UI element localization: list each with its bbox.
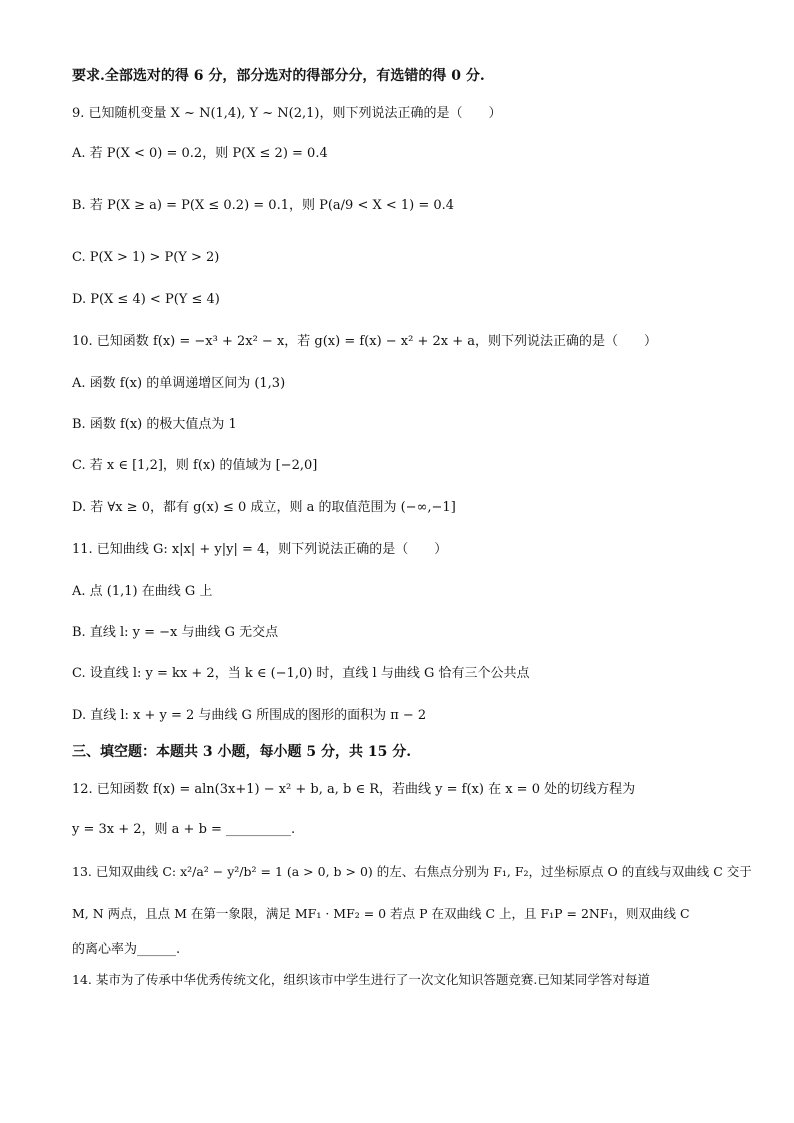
q11-stem: 11. 已知曲线 G: x|x| + y|y| = 4，则下列说法正确的是（ ）: [72, 542, 448, 557]
q9-option-d: D. P(X ≤ 4) < P(Y ≤ 4): [72, 292, 220, 307]
q9-option-a: A. 若 P(X < 0) = 0.2，则 P(X ≤ 2) = 0.4: [72, 146, 328, 161]
q11-option-a: A. 点 (1,1) 在曲线 G 上: [72, 584, 213, 599]
q14-stem: 14. 某市为了传承中华优秀传统文化，组织该市中学生进行了一次文化知识答题竞赛.已知某同学答对每道: [72, 972, 650, 987]
q11-option-d: D. 直线 l: x + y = 2 与曲线 G 所围成的图形的面积为 π − 2: [72, 708, 427, 723]
q10-option-c: C. 若 x ∈ [1,2]，则 f(x) 的值域为 [−2,0]: [72, 458, 318, 473]
q13-stem: 13. 已知双曲线 C: x²/a² − y²/b² = 1 (a > 0, b > 0) 的左、右焦点分别为 F₁, F₂，过坐标原点 O 的直线与双曲线 C 交于: [72, 864, 752, 879]
q10-option-d: D. 若 ∀x ≥ 0，都有 g(x) ≤ 0 成立，则 a 的取值范围为 (−∞,−1]: [72, 500, 456, 515]
q11-option-c: C. 设直线 l: y = kx + 2，当 k ∈ (−1,0) 时，直线 l 与曲线 G 恰有三个公共点: [72, 666, 530, 681]
q9-option-b: B. 若 P(X ≥ a) = P(X ≤ 0.2) = 0.1，则 P(a/9 < X < 1) = 0.4: [72, 198, 455, 213]
q10-option-b: B. 函数 f(x) 的极大值点为 1: [72, 417, 237, 432]
q10-stem: 10. 已知函数 f(x) = −x³ + 2x² − x，若 g(x) = f(x) − x² + 2x + a，则下列说法正确的是（ ）: [72, 334, 658, 349]
q11-option-b: B. 直线 l: y = −x 与曲线 G 无交点: [72, 625, 279, 640]
q13-continuation: M, N 两点，且点 M 在第一象限，满足 MF₁ · MF₂ = 0 若点 P 在双曲线 C 上，且 F₁P = 2NF₁，则双曲线 C: [72, 906, 690, 921]
q9-stem: 9. 已知随机变量 X ~ N(1,4), Y ~ N(2,1)，则下列说法正确的是（ ）: [72, 106, 502, 121]
q12-continuation: y = 3x + 2，则 a + b = __________.: [72, 822, 296, 837]
q9-option-c: C. P(X > 1) > P(Y > 2): [72, 250, 220, 265]
instruction-text: 要求.全部选对的得 6 分，部分选对的得部分分，有选错的得 0 分.: [72, 68, 485, 84]
q13-ending: 的离心率为______.: [72, 942, 181, 957]
section-heading: 三、填空题：本题共 3 小题，每小题 5 分，共 15 分.: [72, 744, 412, 760]
q12-stem: 12. 已知函数 f(x) = aln(3x+1) − x² + b, a, b ∈ R，若曲线 y = f(x) 在 x = 0 处的切线方程为: [72, 782, 636, 797]
q10-option-a: A. 函数 f(x) 的单调递增区间为 (1,3): [72, 376, 286, 391]
